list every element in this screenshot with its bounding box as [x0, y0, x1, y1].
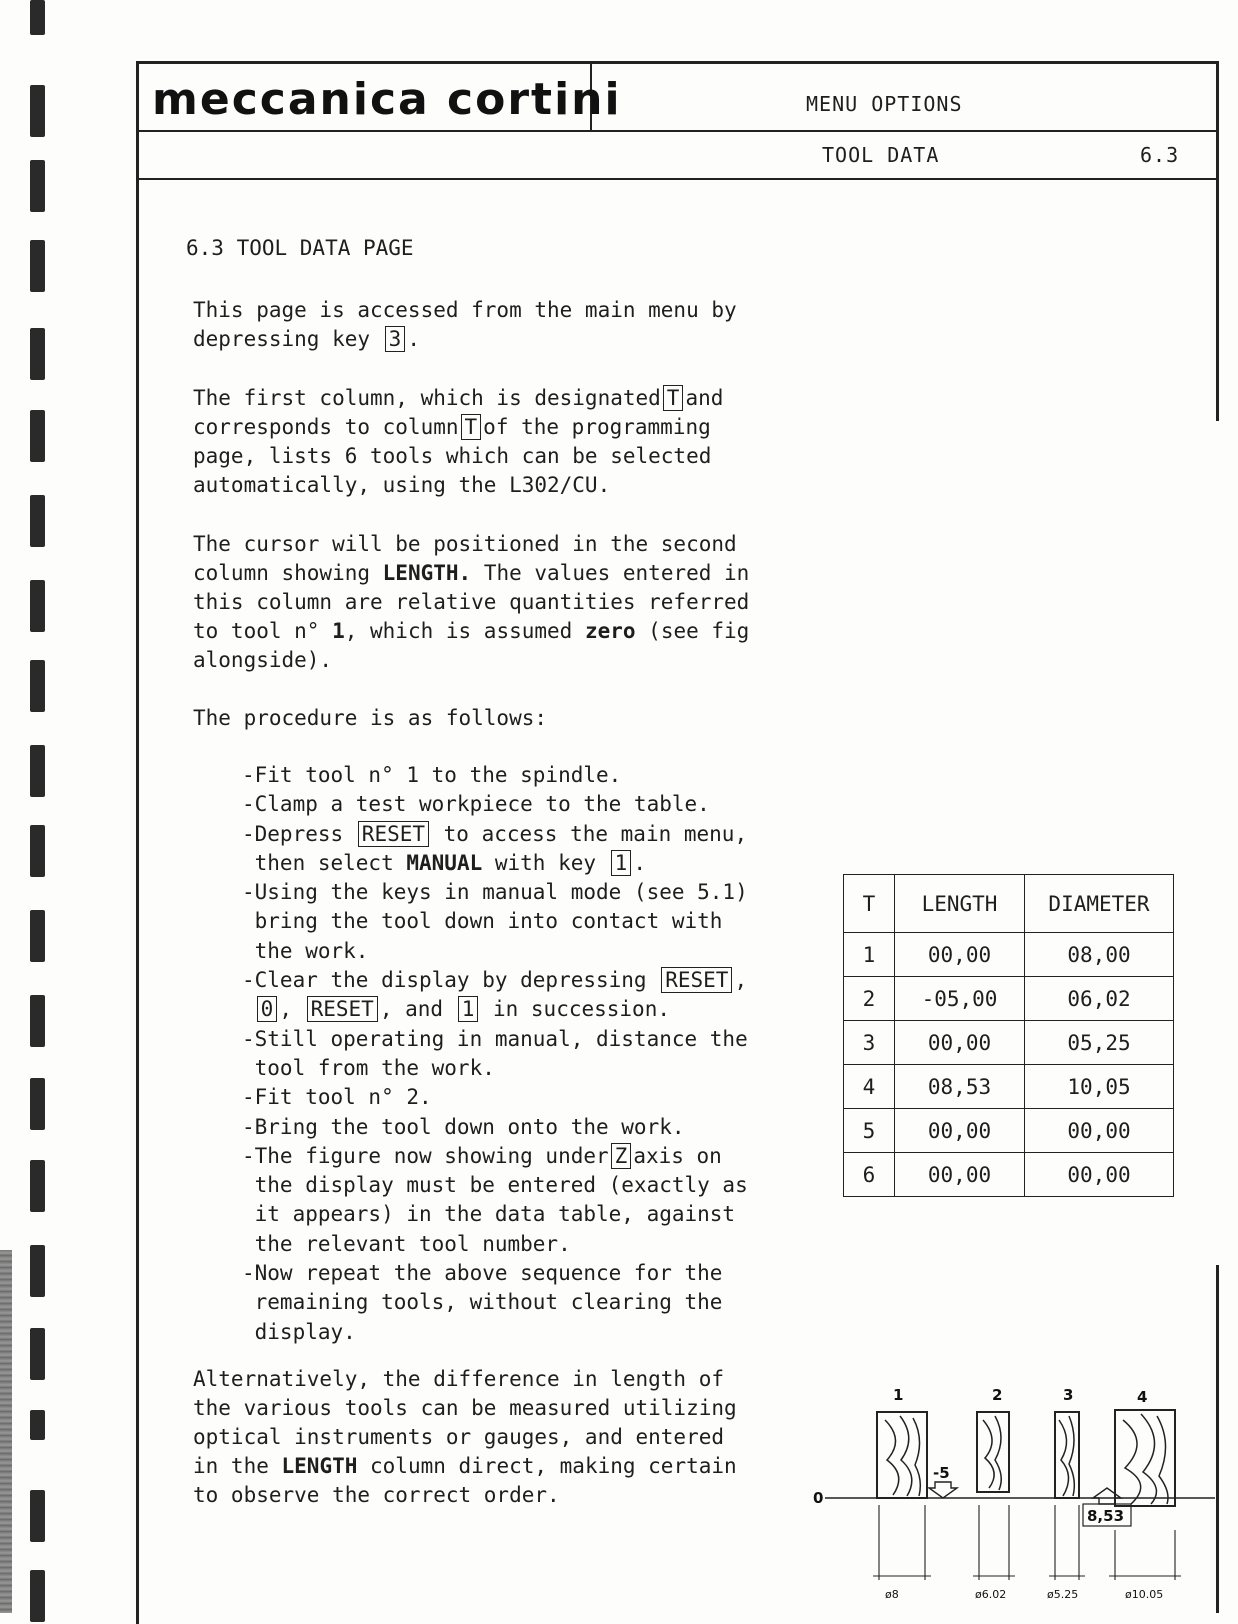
table-row: [844, 933, 1174, 977]
tool-number-label: 3: [1063, 1386, 1074, 1404]
step: tool from the work.: [242, 1055, 495, 1080]
text-line: this column are relative quantities referred: [193, 590, 750, 614]
key-reset: RESET: [661, 967, 732, 993]
text-line: column direct, making certain: [357, 1454, 737, 1478]
step: -Fit tool n° 1 to the spindle.: [242, 763, 622, 787]
cell-length: 08,53: [895, 1065, 1025, 1109]
table-header-row: [844, 875, 1174, 933]
binder-hole: [30, 410, 45, 462]
cell-tool: 2: [844, 977, 895, 1021]
text-line: and: [685, 386, 724, 410]
text-line: ,: [279, 997, 305, 1022]
binder-hole: [30, 328, 45, 380]
binder-hole: [30, 1245, 45, 1297]
key-reset: RESET: [307, 996, 378, 1022]
binder-hole: [30, 0, 45, 35]
text-line: corresponds to column: [193, 415, 459, 439]
tool-diagram: [815, 1380, 1215, 1613]
step: it appears) in the data table, against: [242, 1202, 736, 1227]
text-line: -Clear the display by depressing: [242, 968, 660, 993]
cell-tool: 4: [844, 1065, 895, 1109]
intro-paragraph-1: [193, 296, 737, 354]
binder-hole: [30, 240, 45, 292]
binder-hole: [30, 1078, 45, 1130]
header-divider: [136, 178, 1219, 180]
step: remaining tools, without clearing the: [242, 1290, 723, 1315]
text-line: , which is assumed: [344, 619, 585, 643]
binder-hole: [30, 825, 45, 877]
diameter-label: ø10.05: [1125, 1588, 1164, 1601]
cell-diameter: 06,02: [1025, 977, 1174, 1021]
key-1: 1: [611, 850, 632, 876]
step: the display must be entered (exactly as: [242, 1173, 748, 1198]
table-row: [844, 977, 1174, 1021]
cell-diameter: 10,05: [1025, 1065, 1174, 1109]
down-arrow-icon: [929, 1482, 957, 1498]
step: display.: [242, 1319, 356, 1344]
step: -Bring the tool down onto the work.: [242, 1114, 685, 1139]
step: -Clamp a test workpiece to the table.: [242, 792, 710, 817]
binder-hole: [30, 85, 45, 137]
header-t: T: [844, 875, 895, 933]
cell-length: -05,00: [895, 977, 1025, 1021]
header-diameter: DIAMETER: [1025, 875, 1174, 933]
step: [242, 849, 748, 878]
text-line: depressing key: [193, 327, 383, 351]
cell-tool: 3: [844, 1021, 895, 1065]
offset-label: 8,53: [1087, 1507, 1125, 1525]
text-line: The cursor will be positioned in the second: [193, 532, 737, 556]
step: -Now repeat the above sequence for the: [242, 1261, 723, 1286]
cell-length: 00,00: [895, 1153, 1025, 1197]
closing-paragraph: [193, 1365, 737, 1510]
bold-text: LENGTH.: [382, 561, 472, 585]
key-t: T: [461, 414, 482, 440]
text-line: page, lists 6 tools which can be selected: [193, 444, 712, 468]
binder-hole: [30, 495, 45, 547]
procedure-steps: [242, 761, 748, 1347]
bold-text: LENGTH: [281, 1454, 358, 1478]
up-arrow-icon: [1093, 1488, 1121, 1504]
tool-2-icon: [977, 1412, 1009, 1492]
table-row: [844, 1065, 1174, 1109]
text-line: column showing: [193, 561, 383, 585]
key-1: 1: [458, 996, 479, 1022]
cell-diameter: 00,00: [1025, 1109, 1174, 1153]
header-length: LENGTH: [895, 875, 1025, 933]
binder-hole: [30, 160, 45, 212]
header-subsection: TOOL DATA: [822, 143, 940, 167]
text-line: to access the main menu,: [431, 821, 748, 846]
bold-text: 1: [332, 619, 345, 643]
binder-hole: [30, 660, 45, 712]
diameter-label: ø5.25: [1047, 1588, 1079, 1601]
tool-number-label: 1: [893, 1386, 904, 1404]
page-number: 6.3: [1140, 143, 1180, 167]
key-0: 0: [257, 996, 278, 1022]
text-line: This page is accessed from the main menu by: [193, 298, 737, 322]
table-row: [844, 1021, 1174, 1065]
step: bring the tool down into contact with: [242, 909, 723, 934]
text-line: -Depress: [242, 821, 356, 846]
text-line: in succession.: [480, 997, 670, 1022]
section-title: 6.3 TOOL DATA PAGE: [186, 236, 414, 260]
binder-edge: [0, 0, 60, 1613]
step: -Using the keys in manual mode (see 5.1): [242, 880, 748, 905]
key-z: Z: [611, 1143, 632, 1169]
cell-tool: 1: [844, 933, 895, 977]
step: [242, 995, 748, 1024]
step: the relevant tool number.: [242, 1231, 571, 1256]
tool-4-icon: [1115, 1410, 1175, 1506]
text-line: to tool n°: [193, 619, 333, 643]
cell-diameter: 05,25: [1025, 1021, 1174, 1065]
tool-length-figure: [815, 1380, 1215, 1613]
frame-right-line: [1216, 1265, 1219, 1613]
company-logo: meccanica cortini: [152, 74, 622, 125]
tool-data-table: [843, 874, 1174, 1197]
cell-length: 00,00: [895, 1021, 1025, 1065]
bold-text: zero: [584, 619, 636, 643]
intro-paragraph-4: The procedure is as follows:: [193, 706, 548, 730]
key-3: 3: [385, 326, 406, 352]
step: [242, 820, 748, 849]
cell-tool: 5: [844, 1109, 895, 1153]
text-line: in the: [193, 1454, 282, 1478]
binder-hole: [30, 1328, 45, 1380]
key-t: T: [663, 385, 684, 411]
binder-hole: [30, 1490, 45, 1542]
text-line: with key: [482, 850, 609, 875]
bold-text: MANUAL: [406, 850, 483, 875]
text-line: The first column, which is designated: [193, 386, 661, 410]
key-reset: RESET: [358, 821, 429, 847]
text-line: , and: [379, 997, 456, 1022]
binder-hole: [30, 1570, 45, 1622]
diameter-label: ø8: [885, 1588, 899, 1601]
tool-number-label: 4: [1137, 1388, 1148, 1406]
text-line: The values entered in: [471, 561, 750, 585]
cell-tool: 6: [844, 1153, 895, 1197]
intro-paragraph-2: [193, 384, 723, 500]
frame-right-line: [1216, 61, 1219, 421]
text-line: optical instruments or gauges, and entered: [193, 1425, 725, 1449]
text-line: .: [633, 850, 646, 875]
binder-hole: [30, 910, 45, 962]
step: the work.: [242, 938, 369, 963]
cell-length: 00,00: [895, 933, 1025, 977]
step: -Fit tool n° 2.: [242, 1085, 432, 1110]
dimension-lines: [873, 1505, 1181, 1580]
tool-1-icon: [877, 1412, 927, 1498]
text-line: (see fig: [635, 619, 750, 643]
offset-label: -5: [933, 1464, 950, 1482]
text-line: then select: [242, 850, 407, 875]
text-line: ,: [734, 968, 748, 993]
step: -Still operating in manual, distance the: [242, 1026, 748, 1051]
step: [242, 966, 748, 995]
page-edge-shadow: [0, 1250, 12, 1613]
binder-hole: [30, 1410, 45, 1440]
step: [242, 1142, 748, 1171]
cell-diameter: 08,00: [1025, 933, 1174, 977]
diameter-label: ø6.02: [975, 1588, 1007, 1601]
intro-paragraph-3: [193, 530, 749, 675]
zero-label: 0: [813, 1489, 824, 1507]
text-line: to observe the correct order.: [193, 1483, 560, 1507]
cell-diameter: 00,00: [1025, 1153, 1174, 1197]
tool-number-label: 2: [992, 1386, 1003, 1404]
text-line: of the programming: [483, 415, 711, 439]
table-row: [844, 1153, 1174, 1197]
header-divider: [136, 130, 1219, 132]
table-row: [844, 1109, 1174, 1153]
binder-hole: [30, 580, 45, 632]
binder-hole: [30, 1160, 45, 1212]
cell-length: 00,00: [895, 1109, 1025, 1153]
header-section: MENU OPTIONS: [806, 92, 963, 116]
binder-hole: [30, 745, 45, 797]
text-line: the various tools can be measured utilizing: [193, 1396, 737, 1420]
binder-hole: [30, 995, 45, 1047]
text-line: .: [407, 327, 420, 351]
text-line: Alternatively, the difference in length of: [193, 1367, 725, 1391]
text-line: alongside).: [193, 648, 333, 672]
text-line: automatically, using the L302/CU.: [193, 473, 611, 497]
text-line: -The figure now showing under: [242, 1143, 609, 1168]
text-line: axis on: [633, 1143, 722, 1168]
tool-3-icon: [1055, 1412, 1079, 1498]
